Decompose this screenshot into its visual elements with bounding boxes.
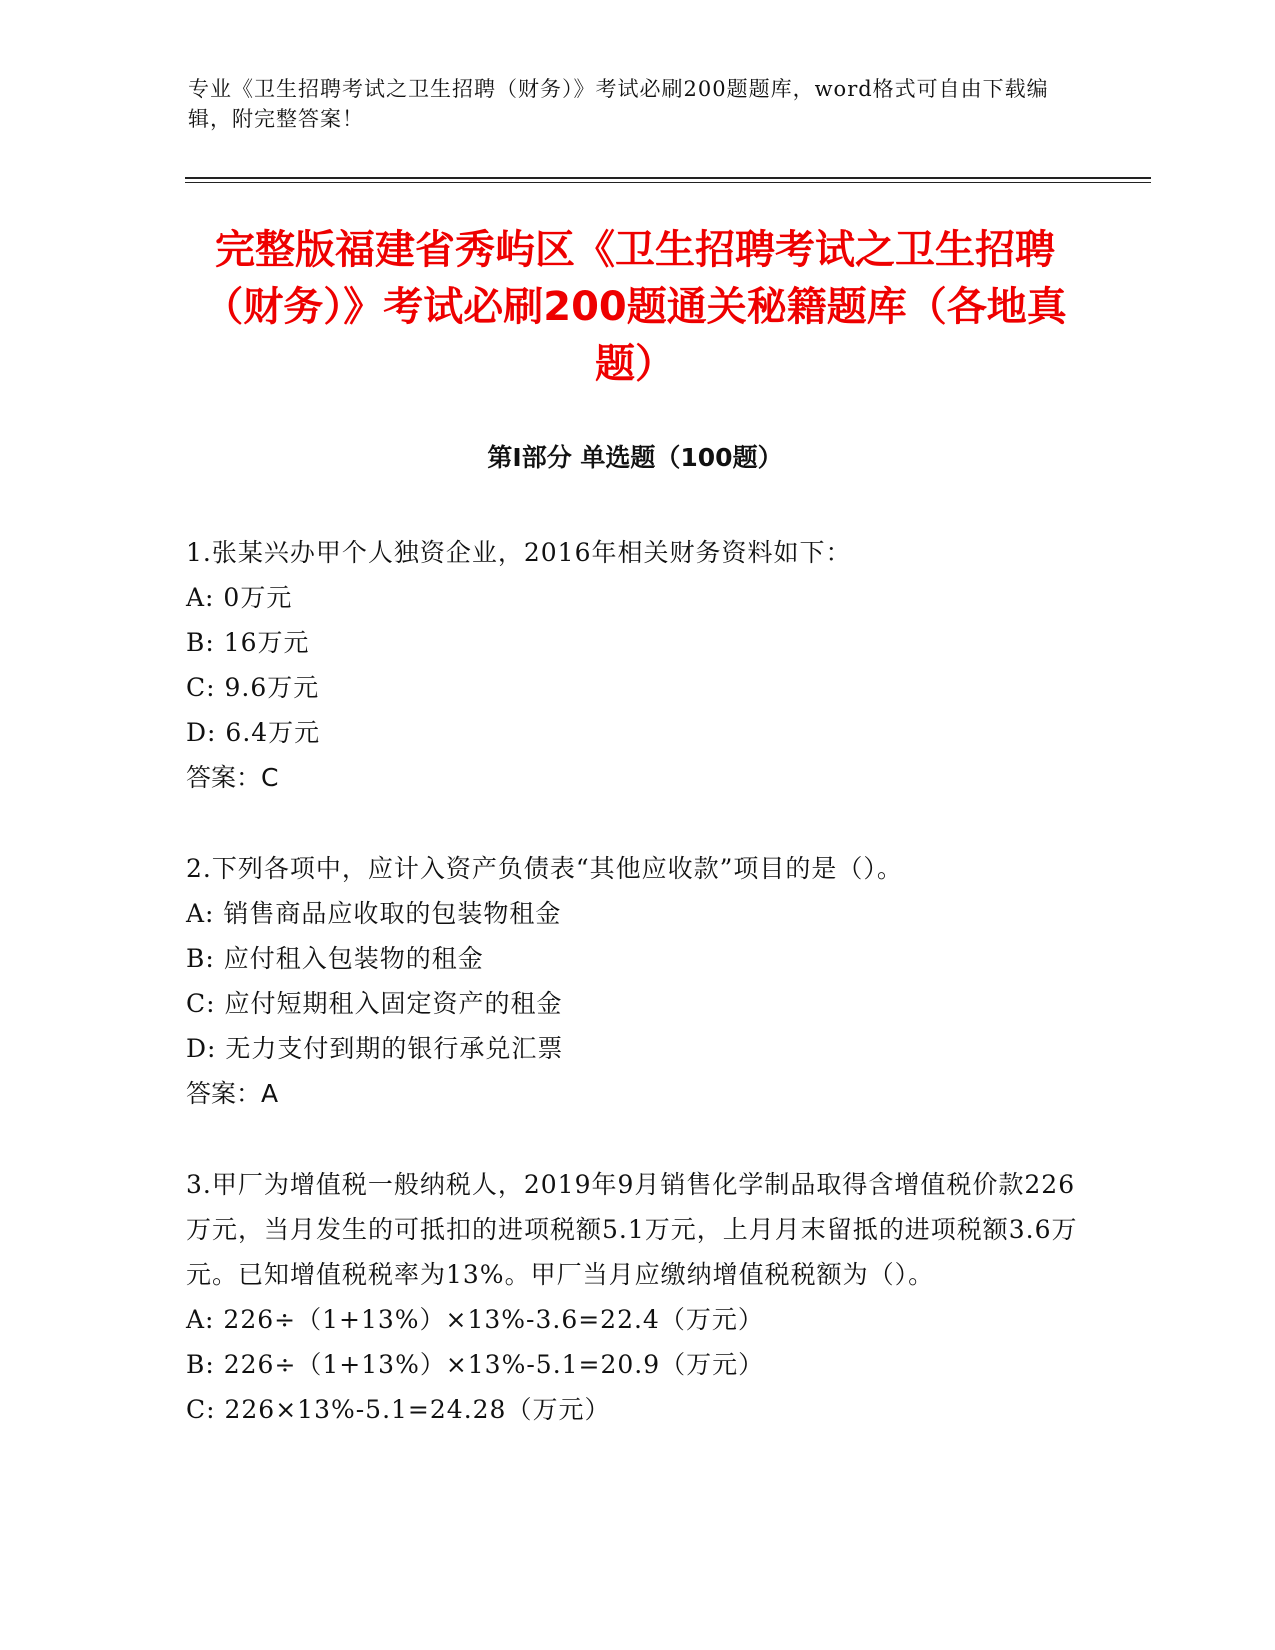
option-c: C: 226×13%-5.1=24.28（万元） bbox=[186, 1395, 611, 1424]
question-2 bbox=[186, 846, 1086, 1116]
option-b: B: 应付租入包装物的租金 bbox=[186, 944, 484, 973]
question-stem: 1.张某兴办甲个人独资企业，2016年相关财务资料如下： bbox=[186, 538, 852, 567]
header-note: 专业《卫生招聘考试之卫生招聘（财务）》考试必刷200题题库，word格式可自由下载编辑，附完整答案！ bbox=[188, 77, 1049, 131]
section-title: 第Ⅰ部分 单选题（100题） bbox=[487, 443, 783, 472]
option-a: A: 226÷（1+13%）×13%-3.6=22.4（万元） bbox=[186, 1305, 764, 1334]
option-b: B: 16万元 bbox=[186, 628, 310, 657]
option-a: A: 0万元 bbox=[186, 583, 293, 612]
option-d: D: 6.4万元 bbox=[186, 718, 321, 747]
question-stem: 3.甲厂为增值税一般纳税人，2019年9月销售化学制品取得含增值税价款226万元，当月发生的可抵扣的进项税额5.1万元，上月月末留抵的进项税额3.6万元。已知增值税税率为13%。甲厂当月应缴纳增值税税额为（）。 bbox=[186, 1170, 1078, 1289]
answer: 答案：C bbox=[186, 763, 279, 792]
document-title: 完整版福建省秀屿区《卫生招聘考试之卫生招聘（财务）》考试必刷200题通关秘籍题库（各地真题） bbox=[203, 227, 1067, 387]
option-d: D: 无力支付到期的银行承兑汇票 bbox=[186, 1034, 564, 1063]
option-b: B: 226÷（1+13%）×13%-5.1=20.9（万元） bbox=[186, 1350, 765, 1379]
question-list bbox=[186, 530, 1086, 1478]
option-c: C: 应付短期租入固定资产的租金 bbox=[186, 989, 563, 1018]
header-rule-thick bbox=[185, 177, 1151, 179]
question-1 bbox=[186, 530, 1086, 800]
answer: 答案：A bbox=[186, 1079, 279, 1108]
option-c: C: 9.6万元 bbox=[186, 673, 320, 702]
option-a: A: 销售商品应收取的包装物租金 bbox=[186, 899, 562, 928]
question-3 bbox=[186, 1162, 1086, 1432]
question-stem: 2.下列各项中，应计入资产负债表“其他应收款”项目的是（）。 bbox=[186, 854, 903, 883]
header-rule-thin bbox=[185, 182, 1151, 183]
